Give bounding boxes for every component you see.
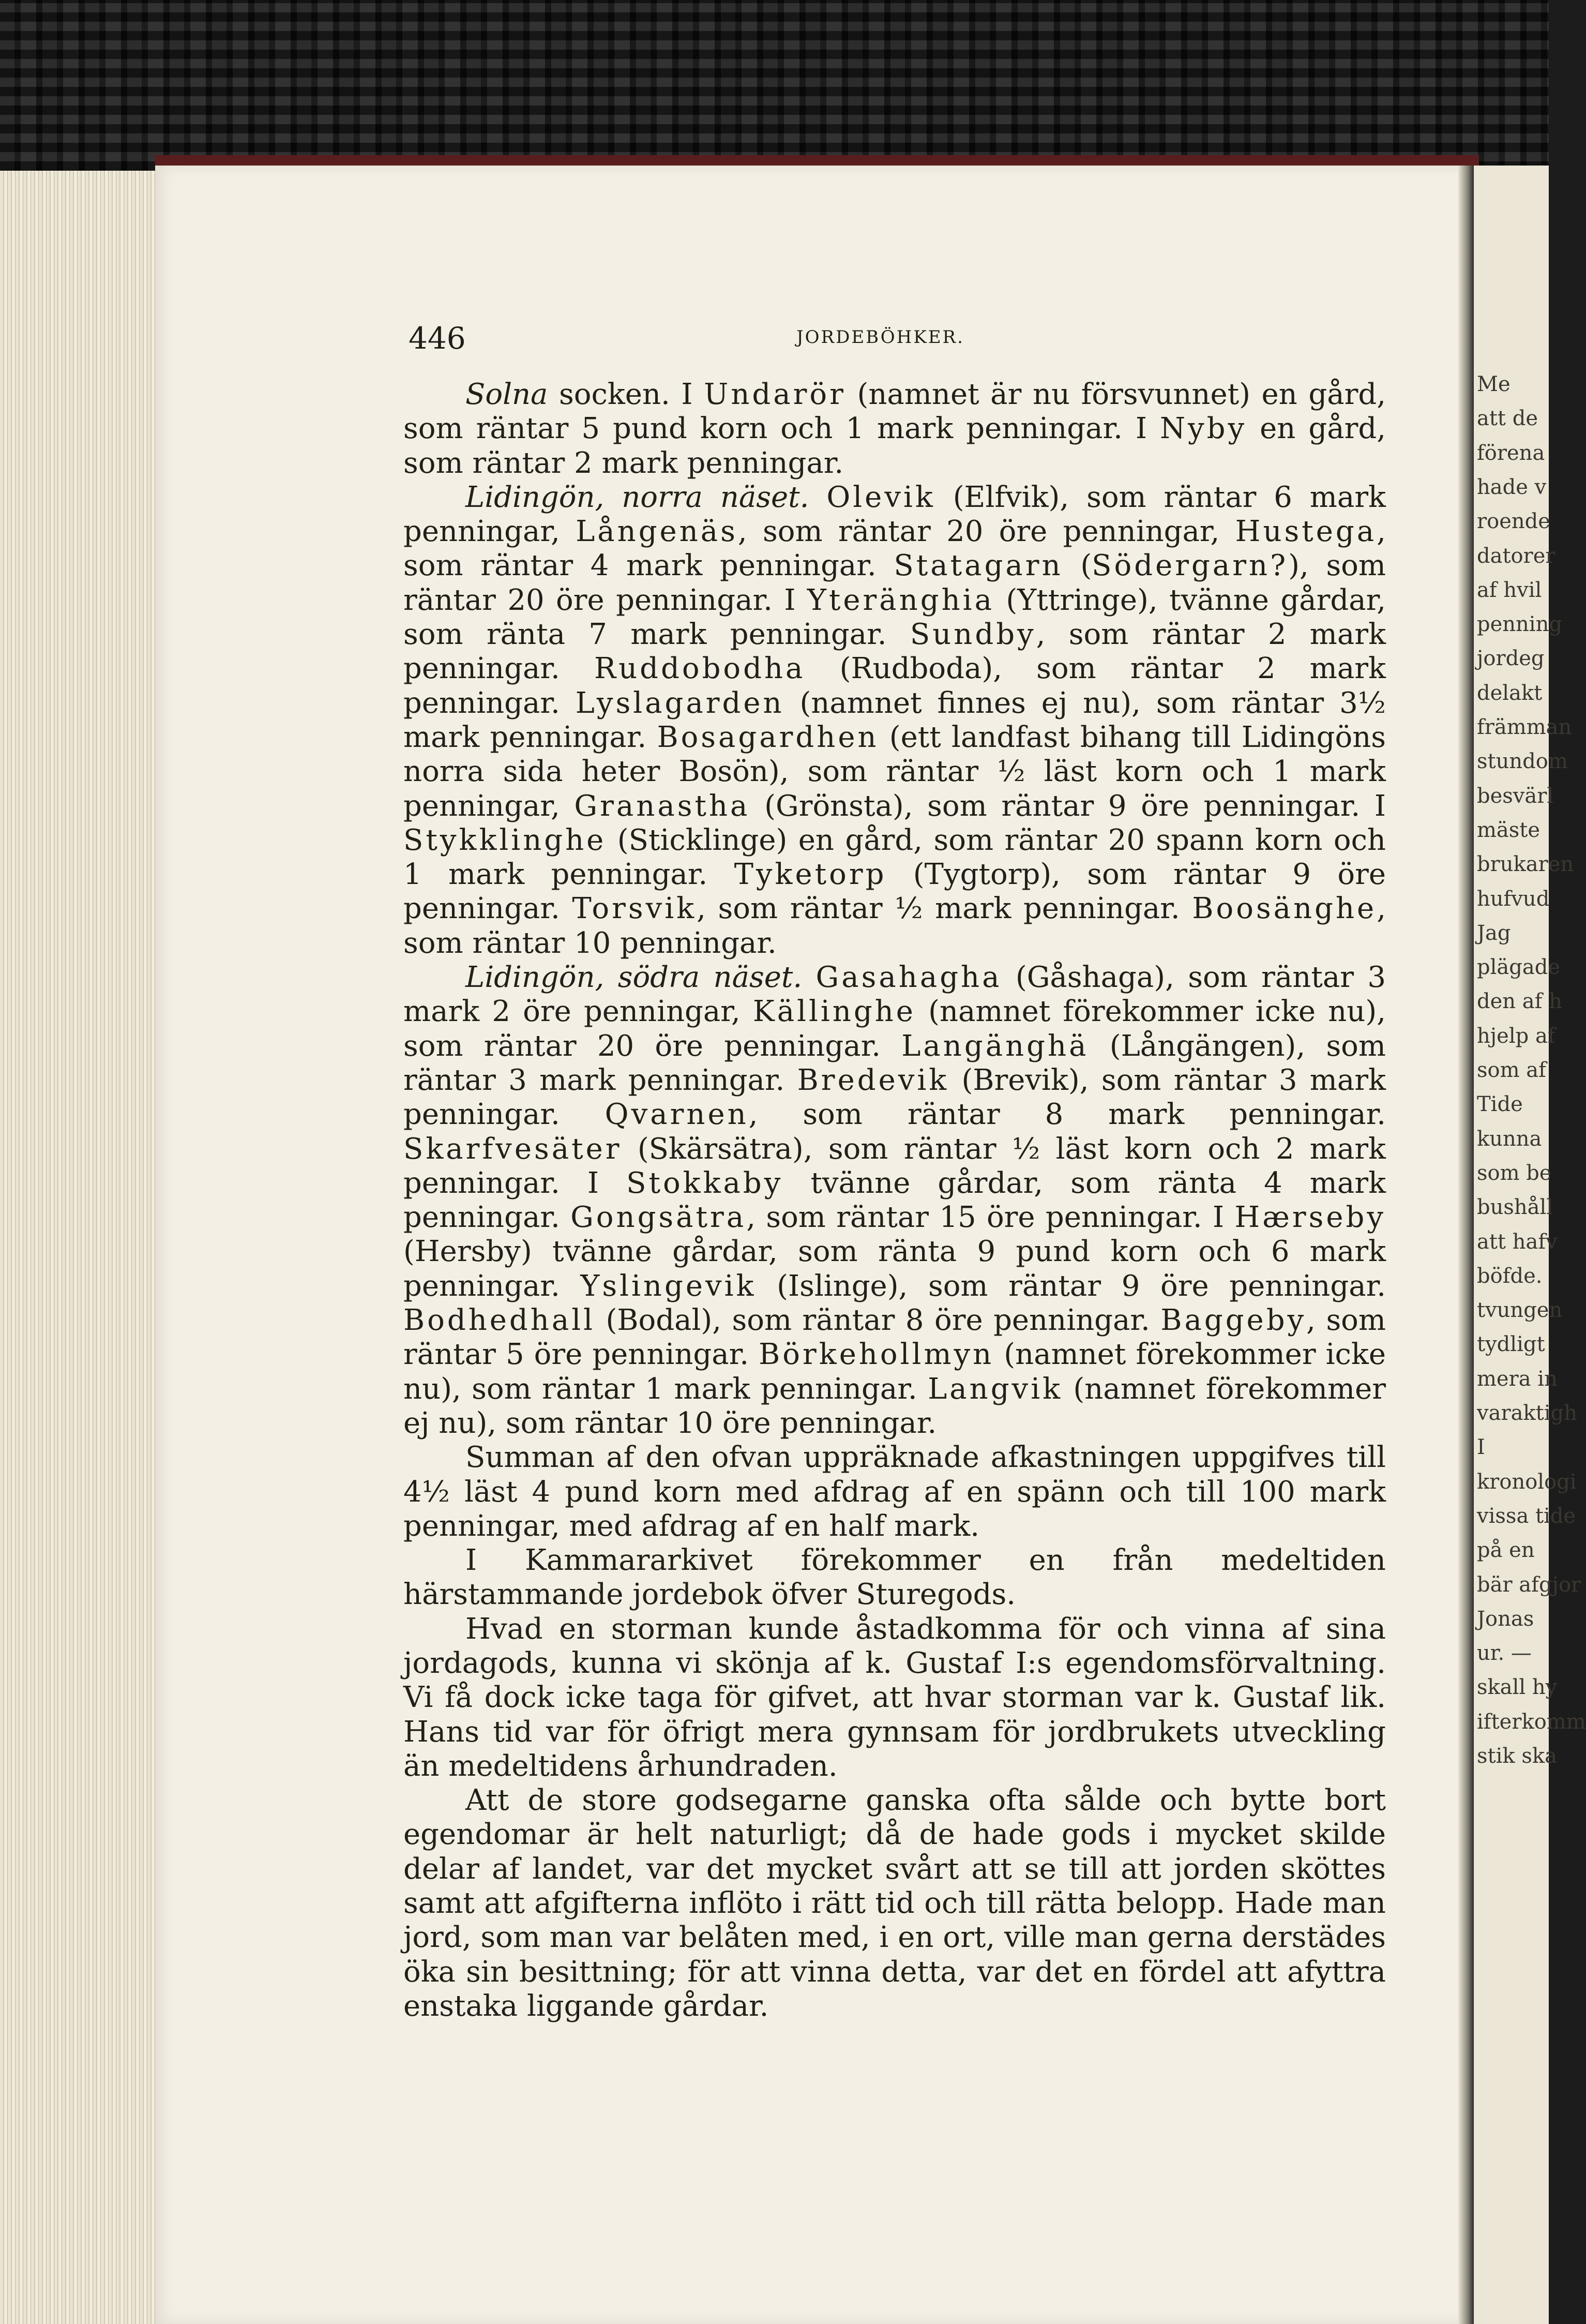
text-run: , som räntar 10 penningar. <box>403 892 1386 960</box>
place-name: Hærseby <box>1234 1201 1386 1235</box>
text-run: , som räntar 20 öre penningar, <box>737 515 1235 549</box>
place-name: Statagarn <box>894 549 1063 583</box>
adjacent-page-fragment: bär afgjor <box>1477 1572 1581 1597</box>
text-run: (Brevik), som räntar 3 mark penningar. <box>403 1063 1386 1132</box>
running-head: JORDEBÖHKER. <box>796 327 964 348</box>
text-run: (namnet förekommer icke nu), som räntar 20 öre penningar. <box>403 995 1386 1063</box>
text-run: , som räntar 5 öre penningar. <box>403 1303 1386 1372</box>
place-name: Hustega <box>1235 515 1377 549</box>
place-name: Lyslagarden <box>575 686 784 720</box>
adjacent-page-fragment: stik ska <box>1477 1744 1557 1768</box>
adjacent-page-fragment: Me <box>1477 372 1511 396</box>
adjacent-page-fragment: hjelp af <box>1477 1024 1555 1048</box>
text-run: (Bodal), som räntar 8 öre penningar. <box>595 1303 1161 1338</box>
adjacent-page-fragment: kunna <box>1477 1127 1542 1151</box>
paragraph <box>403 961 1386 1441</box>
adjacent-page-fragment: att de <box>1477 407 1538 431</box>
adjacent-page-fragment: att hafv <box>1477 1230 1558 1254</box>
place-name: Gongsätra <box>570 1201 747 1235</box>
text-run: Hvad en storman kunde åstadkomma för och vinna af sina jordagods, kunna vi skönja af k. Gustaf I:s egendomsförvaltning. Vi få dock icke taga för gifvet, att hvar storman var k. Gustaf lik. Hans tid var för öfrigt mera gynnsam för jordbrukets utveckling än medeltidens århundraden. <box>403 1612 1386 1783</box>
place-name: Stokkaby <box>626 1166 783 1200</box>
place-name: Södergarn? <box>1092 549 1289 583</box>
place-name: Torsvik <box>572 892 697 926</box>
place-name: Tyketorp <box>734 858 887 892</box>
paragraph <box>403 378 1386 481</box>
place-name: Börkehollmyn <box>759 1338 994 1372</box>
adjacent-page-fragment: plägade <box>1477 955 1560 980</box>
text-run: (Sticklinge) en gård, som räntar 20 spann korn och 1 mark penningar. <box>403 823 1386 892</box>
page-edges <box>0 171 176 2324</box>
adjacent-page-fragment: delakt <box>1477 681 1543 705</box>
text-run <box>802 961 815 994</box>
adjacent-page-fragment: ifterkomm <box>1477 1710 1586 1734</box>
place-name: Sundby <box>910 618 1036 652</box>
place-name: Källinghe <box>752 995 916 1029</box>
adjacent-page-fragment: böfde. <box>1477 1264 1543 1288</box>
section-heading: Lidingön, södra näset. <box>465 961 803 995</box>
text-run: (Rudboda), som räntar 2 mark penningar. <box>403 652 1386 720</box>
text-run: (Tygtorp), som räntar 9 öre penningar. <box>403 858 1386 926</box>
adjacent-page-fragment: bushåll <box>1477 1195 1553 1220</box>
place-name: Qvarnen <box>605 1098 749 1132</box>
adjacent-page-fragment: som af <box>1477 1058 1546 1082</box>
text-run <box>809 481 826 514</box>
paragraph <box>403 1612 1386 1783</box>
adjacent-page-fragment: varaktigh <box>1477 1401 1577 1425</box>
place-name: Stykklinghe <box>403 823 607 857</box>
adjacent-page-fragment: förena <box>1477 441 1545 465</box>
text-run: (namnet är nu försvunnet) en gård, som räntar 5 pund korn och 1 mark penningar. I <box>403 378 1386 446</box>
text-run: tvänne gårdar, som ränta 4 mark penningar. <box>403 1166 1386 1235</box>
place-name: Yteränghia <box>807 583 994 617</box>
adjacent-page-fragment: stundom <box>1477 749 1568 774</box>
place-name: Olevik <box>826 480 935 514</box>
text-run: (Långängen), som räntar 3 mark penningar. <box>403 1029 1386 1097</box>
text-run: en gård, som räntar 2 mark penningar. <box>403 412 1386 480</box>
place-name: Undarör <box>704 378 846 411</box>
place-name: Boosänghe <box>1192 892 1377 926</box>
place-name: Bosagardhen <box>657 720 879 754</box>
adjacent-page-fragment: tvungen <box>1477 1298 1563 1323</box>
adjacent-page-fragment: främman <box>1477 715 1572 739</box>
adjacent-page-fragment: roende <box>1477 509 1550 534</box>
adjacent-page-fragment: Jonas <box>1477 1607 1534 1631</box>
text-run: Att de store godsegarne ganska ofta sålde och bytte bort egendomar är helt naturligt; då de hade gods i mycket skilde delar af landet, var det mycket svårt att se till att jorden sköttes samt att afgifterna inflöto i rätt tid och till rätta belopp. Hade man jord, som man var belåten med, i en ort, ville man gerna derstädes öka sin besittning; för att vinna detta, var det en fördel att afyttra enstaka liggande gårdar. <box>403 1783 1386 2023</box>
text-run: (Hersby) tvänne gårdar, som ränta 9 pund korn och 6 mark penningar. <box>403 1235 1386 1303</box>
adjacent-page-fragment: brukaren <box>1477 852 1574 877</box>
adjacent-page <box>1474 166 1586 2324</box>
text-run: , som räntar 2 mark penningar. <box>403 618 1386 686</box>
place-name: Bodhedhall <box>403 1303 596 1338</box>
text-run: , som räntar ½ mark penningar. <box>697 892 1192 926</box>
text-run: ( <box>1063 549 1092 583</box>
place-name: Bredevik <box>797 1063 949 1097</box>
text-run: (Gåshaga), som räntar 3 mark 2 öre penningar, <box>403 961 1386 1029</box>
text-run: (Islinge), som räntar 9 öre penningar. <box>756 1269 1386 1303</box>
paragraph <box>403 1441 1386 1543</box>
text-run: (ett landfast bihang till Lidingöns norra sida heter Bosön), som räntar ½ läst korn och 1 mark penningar, <box>403 720 1386 823</box>
adjacent-page-fragment: penning <box>1477 612 1562 637</box>
adjacent-page-fragment: datorer <box>1477 544 1555 568</box>
page-header <box>409 321 1443 362</box>
place-name: Langvik <box>928 1372 1063 1406</box>
text-run: (Skärsätra), som räntar ½ läst korn och 2 mark penningar. I <box>403 1132 1386 1200</box>
adjacent-page-fragment: vissa tide <box>1477 1504 1576 1528</box>
backdrop <box>0 0 1549 171</box>
text-run: (Yttringe), tvänne gårdar, som ränta 7 mark penningar. <box>403 583 1386 652</box>
section-heading: Solna <box>465 378 548 411</box>
adjacent-page-fragment: jordeg <box>1477 647 1545 671</box>
adjacent-page-fragment: Jag <box>1477 921 1511 945</box>
text-run: ), som räntar 20 öre penningar. I <box>403 549 1386 617</box>
paragraph <box>403 1783 1386 2023</box>
place-name: Långenäs <box>576 515 738 549</box>
text-run: (Grönsta), som räntar 9 öre penningar. I <box>750 789 1386 823</box>
text-run: (Elfvik), som räntar 6 mark penningar, <box>403 480 1386 549</box>
text-run: (namnet finnes ej nu), som räntar 3½ mark penningar. <box>403 686 1386 754</box>
adjacent-page-fragment: på en <box>1477 1538 1535 1563</box>
place-name: Ruddobodha <box>594 652 806 686</box>
text-run: , som räntar 4 mark penningar. <box>403 515 1386 583</box>
text-run: , som räntar 8 mark penningar. <box>748 1098 1386 1132</box>
body-text <box>403 378 1386 2023</box>
adjacent-page-fragment: I <box>1477 1435 1485 1460</box>
text-run: (namnet förekommer icke nu), som räntar 1 mark penningar. <box>403 1338 1386 1406</box>
section-heading: Lidingön, norra näset. <box>465 480 809 514</box>
place-name: Yslingevik <box>580 1269 757 1303</box>
adjacent-page-fragment: af hvil <box>1477 578 1542 602</box>
page-number: 446 <box>409 321 466 356</box>
text-run: (namnet förekommer ej nu), som räntar 10 öre penningar. <box>403 1372 1386 1440</box>
adjacent-page-fragment: skall hy <box>1477 1675 1558 1700</box>
paragraph <box>403 1543 1386 1612</box>
adjacent-page-fragment: Tide <box>1477 1092 1523 1117</box>
place-name: Granastha <box>574 789 750 823</box>
adjacent-page-fragment: tydligt <box>1477 1332 1545 1357</box>
place-name: Baggeby <box>1160 1303 1307 1338</box>
place-name: Skarfvesäter <box>403 1132 622 1166</box>
text-run: I Kammararkivet förekommer en från medeltiden härstammande jordebok öfver Sturegods. <box>403 1543 1386 1612</box>
adjacent-page-fragment: mäste <box>1477 818 1540 842</box>
adjacent-page-fragment: den af h <box>1477 989 1562 1014</box>
adjacent-page-fragment: ur. — <box>1477 1641 1532 1666</box>
paragraph <box>403 481 1386 961</box>
text-run: socken. I <box>548 378 704 411</box>
adjacent-page-fragment: kronologi <box>1477 1470 1577 1494</box>
place-name: Gasahagha <box>815 961 1002 995</box>
place-name: Langänghä <box>901 1029 1089 1063</box>
adjacent-page-fragment: som be <box>1477 1161 1552 1185</box>
gutter <box>1458 166 1474 2324</box>
adjacent-page-fragment: besvärl <box>1477 784 1554 808</box>
text-run: Summan af den ofvan uppräknade afkastningen uppgifves till 4½ läst 4 pund korn med afdrag af en spänn och till 100 mark penningar, med afdrag af en half mark. <box>403 1441 1386 1543</box>
text-run: , som räntar 15 öre penningar. I <box>746 1201 1235 1235</box>
adjacent-page-fragment: hufvud <box>1477 887 1550 911</box>
place-name: Nyby <box>1160 412 1247 446</box>
adjacent-page-fragment: mera in <box>1477 1367 1558 1391</box>
adjacent-page-fragment: hade v <box>1477 475 1547 499</box>
